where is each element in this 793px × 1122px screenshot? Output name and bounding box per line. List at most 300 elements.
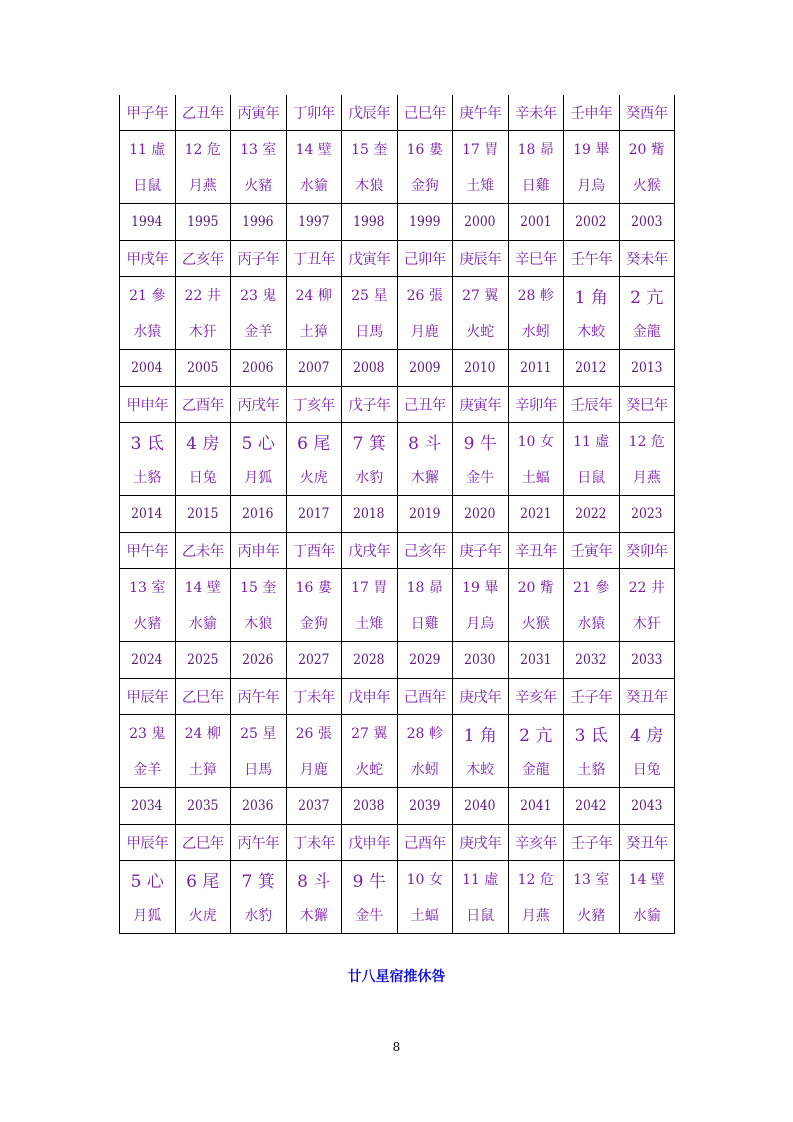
year-cell xyxy=(231,642,287,679)
mansion-cell: 14 壁 xyxy=(619,861,675,898)
year-cell xyxy=(120,350,176,387)
animal-cell: 金牛 xyxy=(453,459,509,496)
year-row xyxy=(120,350,675,387)
mansion-cell: 17 胃 xyxy=(342,569,398,606)
year-cell xyxy=(231,788,287,825)
animal-cell: 土雉 xyxy=(342,605,398,642)
mansion-cell: 5 心 xyxy=(231,423,287,460)
ganzhi-cell: 丙子年 xyxy=(231,241,287,277)
animal-cell: 土貉 xyxy=(120,459,176,496)
mansion-cell: 4 房 xyxy=(619,715,675,752)
mansion-cell: 16 婁 xyxy=(397,131,453,168)
year-text: 2017 xyxy=(298,506,330,522)
animal-cell: 木狼 xyxy=(342,167,398,204)
ganzhi-cell: 乙巳年 xyxy=(175,679,231,715)
ganzhi-cell: 壬申年 xyxy=(564,95,620,131)
mansion-cell: 28 軫 xyxy=(508,277,564,314)
year-cell xyxy=(231,496,287,533)
year-text: 2007 xyxy=(298,360,330,376)
mansion-cell: 19 畢 xyxy=(564,131,620,168)
year-text: 2039 xyxy=(409,798,441,814)
animal-cell: 日鼠 xyxy=(564,459,620,496)
mansion-cell: 18 昴 xyxy=(397,569,453,606)
ganzhi-cell: 己酉年 xyxy=(397,825,453,861)
ganzhi-cell: 丁酉年 xyxy=(286,533,342,569)
year-cell xyxy=(231,350,287,387)
mansion-cell: 25 星 xyxy=(342,277,398,314)
year-text: 2014 xyxy=(131,506,163,522)
mansion-cell: 2 亢 xyxy=(619,277,675,314)
ganzhi-cell: 甲午年 xyxy=(120,533,176,569)
year-cell xyxy=(397,350,453,387)
ganzhi-cell: 乙巳年 xyxy=(175,825,231,861)
year-text: 2004 xyxy=(131,360,163,376)
ganzhi-cell: 癸丑年 xyxy=(619,679,675,715)
animal-cell: 月燕 xyxy=(175,167,231,204)
mansion-cell: 26 張 xyxy=(286,715,342,752)
year-text: 2026 xyxy=(242,652,274,668)
ganzhi-cell: 丁卯年 xyxy=(286,95,342,131)
animal-cell: 金狗 xyxy=(397,167,453,204)
year-text: 2012 xyxy=(575,360,607,376)
ganzhi-cell: 壬午年 xyxy=(564,241,620,277)
year-text: 2021 xyxy=(520,506,552,522)
mansion-row xyxy=(120,861,675,898)
ganzhi-row xyxy=(120,241,675,277)
mansion-cell: 24 柳 xyxy=(175,715,231,752)
ganzhi-cell: 辛未年 xyxy=(508,95,564,131)
year-row xyxy=(120,204,675,241)
ganzhi-cell: 戊寅年 xyxy=(342,241,398,277)
mansion-cell: 8 斗 xyxy=(286,861,342,898)
mansion-cell: 11 虛 xyxy=(564,423,620,460)
ganzhi-cell: 辛亥年 xyxy=(508,825,564,861)
mansion-cell: 19 畢 xyxy=(453,569,509,606)
year-text: 2000 xyxy=(464,214,496,230)
year-cell xyxy=(175,204,231,241)
mansion-row xyxy=(120,277,675,314)
animal-cell: 月狐 xyxy=(120,897,176,934)
year-cell xyxy=(453,350,509,387)
year-cell xyxy=(175,350,231,387)
mansion-cell: 11 虛 xyxy=(120,131,176,168)
ganzhi-cell: 癸巳年 xyxy=(619,387,675,423)
year-text: 1994 xyxy=(131,214,163,230)
mansion-cell: 25 星 xyxy=(231,715,287,752)
year-cell xyxy=(120,788,176,825)
animal-cell: 火虎 xyxy=(286,459,342,496)
animal-cell: 日雞 xyxy=(397,605,453,642)
ganzhi-cell: 丙戌年 xyxy=(231,387,287,423)
year-text: 2010 xyxy=(464,360,496,376)
mansion-cell: 14 壁 xyxy=(286,131,342,168)
year-text: 2016 xyxy=(242,506,274,522)
year-cell xyxy=(397,788,453,825)
animal-cell: 木蛟 xyxy=(564,313,620,350)
mansion-cell: 26 張 xyxy=(397,277,453,314)
year-cell xyxy=(619,788,675,825)
ganzhi-cell: 己卯年 xyxy=(397,241,453,277)
ganzhi-row xyxy=(120,825,675,861)
ganzhi-cell: 乙丑年 xyxy=(175,95,231,131)
ganzhi-cell: 己丑年 xyxy=(397,387,453,423)
ganzhi-cell: 庚子年 xyxy=(453,533,509,569)
animal-cell: 日馬 xyxy=(231,751,287,788)
ganzhi-row xyxy=(120,679,675,715)
animal-cell: 水豹 xyxy=(231,897,287,934)
animal-cell: 水蚓 xyxy=(397,751,453,788)
animal-cell: 木蛟 xyxy=(453,751,509,788)
page-number: 8 xyxy=(392,1040,401,1054)
mansion-cell: 8 斗 xyxy=(397,423,453,460)
year-cell xyxy=(619,204,675,241)
mansion-cell: 1 角 xyxy=(453,715,509,752)
ganzhi-cell: 丁丑年 xyxy=(286,241,342,277)
ganzhi-cell: 庚午年 xyxy=(453,95,509,131)
ganzhi-cell: 丁未年 xyxy=(286,825,342,861)
ganzhi-cell: 甲子年 xyxy=(120,95,176,131)
animal-cell: 火猴 xyxy=(619,167,675,204)
year-text: 2001 xyxy=(520,214,552,230)
mansion-cell: 13 室 xyxy=(231,131,287,168)
mansion-cell: 10 女 xyxy=(397,861,453,898)
year-cell xyxy=(397,496,453,533)
year-cell xyxy=(231,204,287,241)
year-cell xyxy=(286,496,342,533)
year-cell xyxy=(397,642,453,679)
year-text: 2040 xyxy=(464,798,496,814)
ganzhi-cell: 丙午年 xyxy=(231,679,287,715)
year-text: 2042 xyxy=(575,798,607,814)
mansion-cell: 10 女 xyxy=(508,423,564,460)
year-text: 2028 xyxy=(353,652,385,668)
animal-cell: 火蛇 xyxy=(453,313,509,350)
ganzhi-cell: 辛丑年 xyxy=(508,533,564,569)
year-text: 2022 xyxy=(575,506,607,522)
animal-cell: 水豹 xyxy=(342,459,398,496)
animal-cell: 水貐 xyxy=(619,897,675,934)
animal-cell: 金龍 xyxy=(619,313,675,350)
ganzhi-cell: 戊子年 xyxy=(342,387,398,423)
mansion-cell: 3 氐 xyxy=(564,715,620,752)
mansion-cell: 24 柳 xyxy=(286,277,342,314)
animal-cell: 水猿 xyxy=(564,605,620,642)
year-text: 2024 xyxy=(131,652,163,668)
mansion-cell: 27 翼 xyxy=(342,715,398,752)
mansion-cell: 12 危 xyxy=(619,423,675,460)
ganzhi-cell: 甲辰年 xyxy=(120,825,176,861)
ganzhi-cell: 丙申年 xyxy=(231,533,287,569)
ganzhi-cell: 己酉年 xyxy=(397,679,453,715)
year-text: 2019 xyxy=(409,506,441,522)
animal-cell: 月狐 xyxy=(231,459,287,496)
animal-cell: 月鹿 xyxy=(286,751,342,788)
animal-cell: 水貐 xyxy=(286,167,342,204)
year-cell xyxy=(508,788,564,825)
mansion-row xyxy=(120,715,675,752)
mansion-cell: 22 井 xyxy=(175,277,231,314)
animal-cell: 金羊 xyxy=(231,313,287,350)
mansion-cell: 7 箕 xyxy=(342,423,398,460)
year-cell xyxy=(564,204,620,241)
animal-cell: 土雉 xyxy=(453,167,509,204)
mansion-cell: 20 觜 xyxy=(508,569,564,606)
year-cell xyxy=(175,496,231,533)
ganzhi-cell: 庚戌年 xyxy=(453,679,509,715)
ganzhi-cell: 壬寅年 xyxy=(564,533,620,569)
animal-cell: 木犴 xyxy=(619,605,675,642)
ganzhi-cell: 丁亥年 xyxy=(286,387,342,423)
animal-cell: 金龍 xyxy=(508,751,564,788)
ganzhi-cell: 乙亥年 xyxy=(175,241,231,277)
year-cell xyxy=(619,642,675,679)
animal-cell: 木狼 xyxy=(231,605,287,642)
ganzhi-cell: 戊辰年 xyxy=(342,95,398,131)
animal-cell: 月烏 xyxy=(453,605,509,642)
year-text: 2002 xyxy=(575,214,607,230)
mansion-cell: 1 角 xyxy=(564,277,620,314)
ganzhi-cell: 辛亥年 xyxy=(508,679,564,715)
animal-cell: 日鼠 xyxy=(453,897,509,934)
mansion-cell: 4 房 xyxy=(175,423,231,460)
animal-cell: 木獬 xyxy=(286,897,342,934)
year-cell xyxy=(286,788,342,825)
mansion-cell: 9 牛 xyxy=(342,861,398,898)
year-cell xyxy=(342,496,398,533)
mansion-cell: 12 危 xyxy=(508,861,564,898)
animal-cell: 火豬 xyxy=(120,605,176,642)
mansion-cell: 14 壁 xyxy=(175,569,231,606)
mansion-cell: 20 觜 xyxy=(619,131,675,168)
year-cell xyxy=(342,350,398,387)
animal-cell: 木犴 xyxy=(175,313,231,350)
animal-cell: 木獬 xyxy=(397,459,453,496)
year-text: 2013 xyxy=(631,360,663,376)
year-text: 2023 xyxy=(631,506,663,522)
mansion-cell: 6 尾 xyxy=(286,423,342,460)
year-text: 2033 xyxy=(631,652,663,668)
year-text: 2008 xyxy=(353,360,385,376)
mansion-cell: 6 尾 xyxy=(175,861,231,898)
animal-cell: 日兔 xyxy=(619,751,675,788)
mansion-row xyxy=(120,131,675,168)
year-text: 2009 xyxy=(409,360,441,376)
ganzhi-cell: 戊戌年 xyxy=(342,533,398,569)
animal-cell: 土獐 xyxy=(286,313,342,350)
year-text: 2015 xyxy=(187,506,219,522)
year-cell xyxy=(564,496,620,533)
animal-cell: 火虎 xyxy=(175,897,231,934)
year-cell xyxy=(508,204,564,241)
mansion-cell: 7 箕 xyxy=(231,861,287,898)
year-cell xyxy=(453,788,509,825)
year-cell xyxy=(453,204,509,241)
ganzhi-cell: 癸未年 xyxy=(619,241,675,277)
animal-cell: 日鼠 xyxy=(120,167,176,204)
animal-cell: 金羊 xyxy=(120,751,176,788)
mansion-cell: 13 室 xyxy=(120,569,176,606)
year-text: 2025 xyxy=(187,652,219,668)
animal-cell: 土蝠 xyxy=(508,459,564,496)
year-cell xyxy=(619,350,675,387)
animal-cell: 火豬 xyxy=(231,167,287,204)
mansion-cell: 15 奎 xyxy=(231,569,287,606)
year-cell xyxy=(286,350,342,387)
animal-cell: 土貉 xyxy=(564,751,620,788)
year-cell xyxy=(564,350,620,387)
mansion-cell: 12 危 xyxy=(175,131,231,168)
year-text: 2036 xyxy=(242,798,274,814)
year-text: 2032 xyxy=(575,652,607,668)
ganzhi-cell: 庚戌年 xyxy=(453,825,509,861)
mansion-cell: 17 胃 xyxy=(453,131,509,168)
mansion-cell: 16 婁 xyxy=(286,569,342,606)
year-row xyxy=(120,642,675,679)
year-cell xyxy=(120,642,176,679)
ganzhi-cell: 壬辰年 xyxy=(564,387,620,423)
year-cell xyxy=(397,204,453,241)
year-cell xyxy=(286,642,342,679)
year-cell xyxy=(286,204,342,241)
animal-cell: 水貐 xyxy=(175,605,231,642)
ganzhi-cell: 辛卯年 xyxy=(508,387,564,423)
year-text: 2020 xyxy=(464,506,496,522)
ganzhi-row xyxy=(120,387,675,423)
mansion-cell: 21 參 xyxy=(120,277,176,314)
year-text: 2030 xyxy=(464,652,496,668)
animal-row xyxy=(120,897,675,934)
ganzhi-cell: 壬子年 xyxy=(564,825,620,861)
year-cell xyxy=(508,350,564,387)
year-text: 1997 xyxy=(298,214,330,230)
year-text: 1995 xyxy=(187,214,219,230)
animal-row xyxy=(120,167,675,204)
year-cell xyxy=(453,496,509,533)
ganzhi-cell: 己巳年 xyxy=(397,95,453,131)
ganzhi-cell: 戊申年 xyxy=(342,825,398,861)
year-text: 2043 xyxy=(631,798,663,814)
animal-cell: 月烏 xyxy=(564,167,620,204)
year-cell xyxy=(342,204,398,241)
year-text: 1998 xyxy=(353,214,385,230)
ganzhi-cell: 乙未年 xyxy=(175,533,231,569)
year-text: 1999 xyxy=(409,214,441,230)
ganzhi-cell: 丁未年 xyxy=(286,679,342,715)
mansion-cell: 11 虛 xyxy=(453,861,509,898)
animal-cell: 水猿 xyxy=(120,313,176,350)
animal-cell: 金狗 xyxy=(286,605,342,642)
animal-row xyxy=(120,605,675,642)
animal-row xyxy=(120,313,675,350)
mansion-cell: 28 軫 xyxy=(397,715,453,752)
year-cell xyxy=(564,642,620,679)
ganzhi-cell: 辛巳年 xyxy=(508,241,564,277)
year-cell xyxy=(508,642,564,679)
mansion-cell: 5 心 xyxy=(120,861,176,898)
animal-cell: 金牛 xyxy=(342,897,398,934)
animal-cell: 火豬 xyxy=(564,897,620,934)
year-cell xyxy=(342,642,398,679)
mansion-row xyxy=(120,569,675,606)
ganzhi-cell: 乙酉年 xyxy=(175,387,231,423)
year-cell xyxy=(619,496,675,533)
mansion-cell: 27 翼 xyxy=(453,277,509,314)
animal-cell: 火蛇 xyxy=(342,751,398,788)
ganzhi-cell: 癸酉年 xyxy=(619,95,675,131)
animal-cell: 月鹿 xyxy=(397,313,453,350)
mansion-cell: 23 鬼 xyxy=(231,277,287,314)
ganzhi-cell: 丙寅年 xyxy=(231,95,287,131)
year-text: 2041 xyxy=(520,798,552,814)
mansion-cell: 21 參 xyxy=(564,569,620,606)
mansion-cell: 2 亢 xyxy=(508,715,564,752)
ganzhi-cell: 甲申年 xyxy=(120,387,176,423)
year-text: 2005 xyxy=(187,360,219,376)
ganzhi-cell: 戊申年 xyxy=(342,679,398,715)
year-text: 1996 xyxy=(242,214,274,230)
year-text: 2029 xyxy=(409,652,441,668)
year-text: 2027 xyxy=(298,652,330,668)
animal-cell: 日馬 xyxy=(342,313,398,350)
ganzhi-cell: 庚辰年 xyxy=(453,241,509,277)
animal-cell: 土蝠 xyxy=(397,897,453,934)
animal-cell: 水蚓 xyxy=(508,313,564,350)
animal-cell: 日兔 xyxy=(175,459,231,496)
mansion-year-table xyxy=(119,95,675,934)
year-text: 2035 xyxy=(187,798,219,814)
year-text: 2037 xyxy=(298,798,330,814)
ganzhi-cell: 庚寅年 xyxy=(453,387,509,423)
year-cell xyxy=(342,788,398,825)
mansion-cell: 23 鬼 xyxy=(120,715,176,752)
ganzhi-row xyxy=(120,95,675,131)
year-text: 2011 xyxy=(520,360,552,376)
year-cell xyxy=(120,496,176,533)
year-cell xyxy=(564,788,620,825)
ganzhi-cell: 甲戌年 xyxy=(120,241,176,277)
animal-row xyxy=(120,459,675,496)
animal-cell: 日雞 xyxy=(508,167,564,204)
year-text: 2003 xyxy=(631,214,663,230)
table-caption: 廿八星宿推休咎 xyxy=(347,969,446,985)
ganzhi-cell: 甲辰年 xyxy=(120,679,176,715)
animal-cell: 月燕 xyxy=(619,459,675,496)
mansion-cell: 9 牛 xyxy=(453,423,509,460)
mansion-cell: 15 奎 xyxy=(342,131,398,168)
year-cell xyxy=(120,204,176,241)
animal-cell: 火猴 xyxy=(508,605,564,642)
year-cell xyxy=(175,642,231,679)
mansion-cell: 22 井 xyxy=(619,569,675,606)
year-cell xyxy=(508,496,564,533)
year-cell xyxy=(175,788,231,825)
ganzhi-cell: 己亥年 xyxy=(397,533,453,569)
year-text: 2006 xyxy=(242,360,274,376)
year-text: 2038 xyxy=(353,798,385,814)
ganzhi-cell: 壬子年 xyxy=(564,679,620,715)
year-text: 2018 xyxy=(353,506,385,522)
mansion-row xyxy=(120,423,675,460)
year-row xyxy=(120,496,675,533)
ganzhi-cell: 癸卯年 xyxy=(619,533,675,569)
animal-row xyxy=(120,751,675,788)
mansion-cell: 13 室 xyxy=(564,861,620,898)
ganzhi-cell: 丙午年 xyxy=(231,825,287,861)
animal-cell: 土獐 xyxy=(175,751,231,788)
mansion-cell: 3 氐 xyxy=(120,423,176,460)
ganzhi-row xyxy=(120,533,675,569)
animal-cell: 月燕 xyxy=(508,897,564,934)
